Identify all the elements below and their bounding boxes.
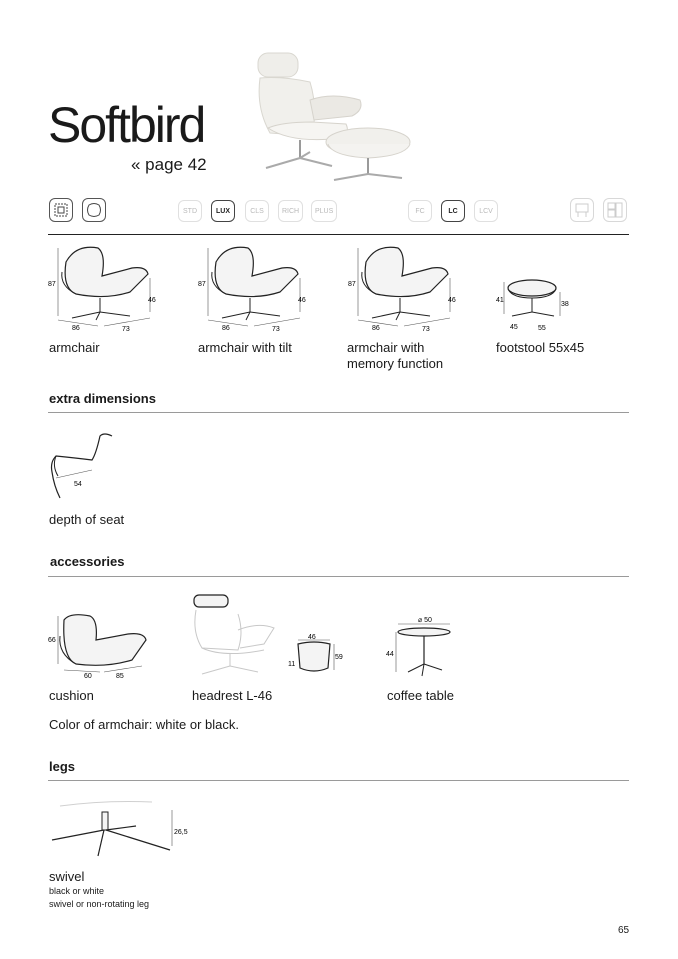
cover-lc: LC xyxy=(441,200,465,222)
armchair-height: 87 xyxy=(48,281,56,288)
headrest-label: headrest L-46 xyxy=(192,688,273,703)
headrest-width: 46 xyxy=(308,634,316,641)
page-reference: « page 42 xyxy=(131,155,207,174)
depth-of-seat-label: depth of seat xyxy=(49,512,125,527)
product-photo xyxy=(252,48,417,188)
armchair-depth: 73 xyxy=(122,326,130,333)
coffee-table-label: coffee table xyxy=(387,688,454,703)
swivel-leg-drawing xyxy=(46,796,196,866)
swivel-label: swivel xyxy=(49,869,85,884)
armchair-width: 86 xyxy=(72,325,80,332)
seat-depth-value: 54 xyxy=(74,481,82,488)
grade-lux: LUX xyxy=(211,200,235,222)
table-diameter: ⌀ 50 xyxy=(418,617,432,624)
footstool-height: 41 xyxy=(496,297,504,304)
page-title: Softbird xyxy=(48,97,205,153)
grade-std: STD xyxy=(178,200,202,222)
cover-lcv: LCV xyxy=(474,200,498,222)
swivel-type-info: swivel or non-rotating leg xyxy=(49,899,150,909)
cover-fc: FC xyxy=(408,200,432,222)
model-label-armchair: armchair xyxy=(49,340,100,355)
armchair-drawing xyxy=(46,242,166,334)
memory-seat-height: 46 xyxy=(448,297,456,304)
seat-depth-drawing xyxy=(46,430,118,504)
module-icon xyxy=(603,198,627,222)
leather-icon xyxy=(82,198,106,222)
footstool-depth: 55 xyxy=(538,325,546,332)
armchair-tilt-drawing xyxy=(196,242,316,334)
section-accessories: accessories xyxy=(50,554,125,569)
memory-width: 86 xyxy=(372,325,380,332)
grade-rich: RICH xyxy=(278,200,303,222)
tilt-width: 86 xyxy=(222,325,230,332)
cushion-depth: 85 xyxy=(116,673,124,680)
cushion-label: cushion xyxy=(49,688,94,703)
section-divider xyxy=(48,412,629,413)
footstool-width: 45 xyxy=(510,324,518,331)
page-number: 65 xyxy=(618,925,630,936)
fabric-icon xyxy=(49,198,73,222)
cushion-height: 66 xyxy=(48,637,56,644)
tilt-seat-height: 46 xyxy=(298,297,306,304)
swivel-color-info: black or white xyxy=(49,886,105,896)
chair-outline-icon xyxy=(570,198,594,222)
armchair-seat-height: 46 xyxy=(148,297,156,304)
tilt-depth: 73 xyxy=(272,326,280,333)
section-divider xyxy=(48,780,629,781)
model-label-tilt: armchair with tilt xyxy=(198,340,292,355)
cushion-width: 60 xyxy=(84,673,92,680)
leg-height: 26,5 xyxy=(174,829,188,836)
headrest-detail-drawing xyxy=(286,632,348,682)
headrest-thickness: 11 xyxy=(288,661,296,668)
section-legs: legs xyxy=(49,759,76,774)
coffee-table-drawing xyxy=(384,612,456,682)
cushion-drawing xyxy=(46,606,154,682)
model-label-footstool: footstool 55x45 xyxy=(496,340,585,355)
memory-height: 87 xyxy=(348,281,356,288)
color-note: Color of armchair: white or black. xyxy=(49,717,240,732)
tilt-height: 87 xyxy=(198,281,206,288)
model-label-memory-line2: memory function xyxy=(347,356,444,371)
armchair-memory-drawing xyxy=(346,242,466,334)
memory-depth: 73 xyxy=(422,326,430,333)
section-divider xyxy=(48,576,629,577)
header-divider xyxy=(48,234,629,235)
headrest-drawing xyxy=(188,592,280,678)
footstool-drawing xyxy=(494,272,574,334)
grade-plus: PLUS xyxy=(311,200,337,222)
footstool-height-2: 38 xyxy=(561,301,569,308)
model-label-memory: armchair with xyxy=(347,340,425,355)
section-extra-dimensions: extra dimensions xyxy=(49,391,156,406)
headrest-height: 59 xyxy=(335,654,343,661)
grade-cls: CLS xyxy=(245,200,269,222)
table-height: 44 xyxy=(386,651,394,658)
